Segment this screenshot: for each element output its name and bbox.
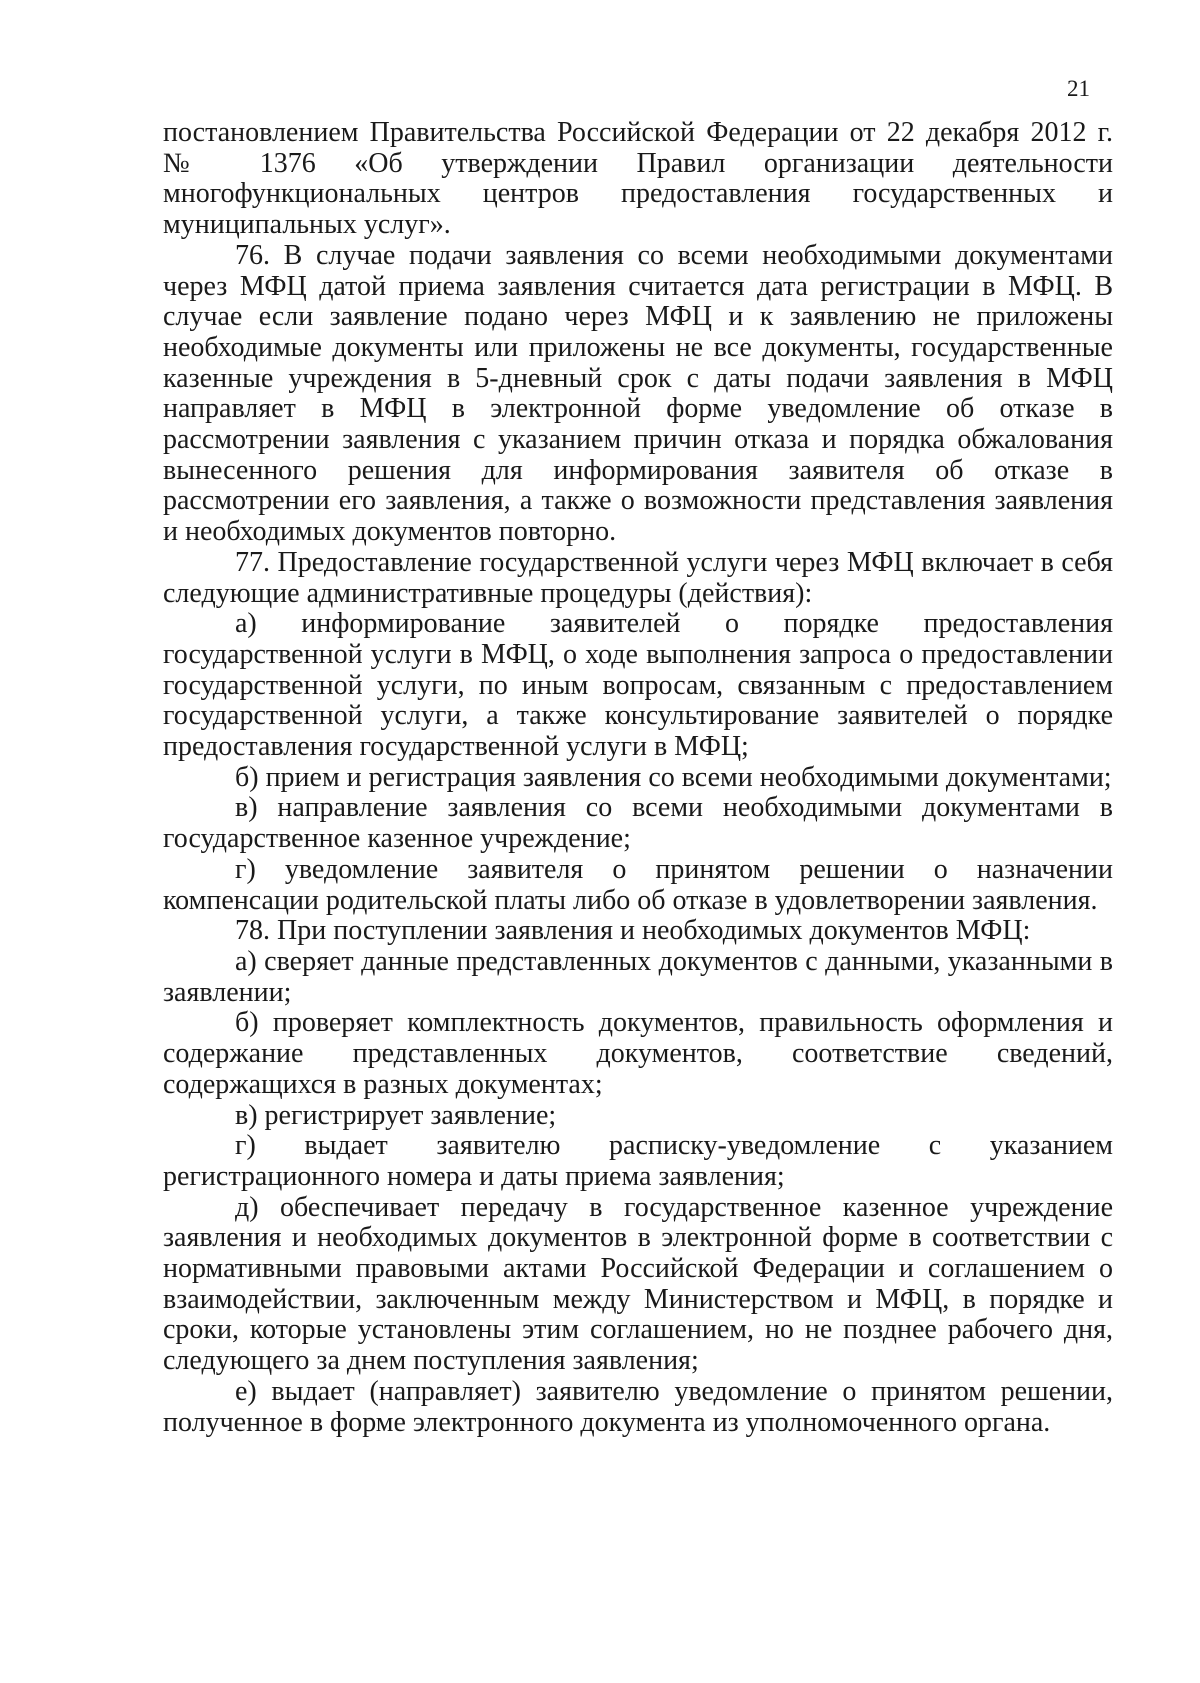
paragraph-77-item-b: б) прием и регистрация заявления со всеми необходимыми документами;: [235, 761, 1112, 793]
lead-line-4: муниципальных услуг».: [163, 209, 451, 241]
lead-line-3: многофункциональных центров предоставления государственных и: [163, 178, 1113, 210]
paragraph-77-item-a: а) информирование заявителей о порядке предоставления государственной услуги в МФЦ, о ходе выполнения запроса о предоставлении государственной услуги, по иным вопросам, связанным с предоставлением государственной услуги, а также консультирование заявителей о порядке предоставления государственной услуги в МФЦ;: [163, 608, 1113, 763]
paragraph-78-item-g: г) выдает заявителю расписку-уведомление с указанием регистрационного номера и даты приема заявления;: [163, 1130, 1113, 1192]
paragraph-77-item-v: в) направление заявления со всеми необходимыми документами в государственное казенное учреждение;: [163, 792, 1113, 855]
paragraph-78-item-d: д) обеспечивает передачу в государственное казенное учреждение заявления и необходимых документов в электронной форме в соответствии с нормативными правовыми актами Российской Федерации и соглашением о взаимодействии, заключенным между Министерством и МФЦ, в порядке и сроки, которые установлены этим соглашением, но не позднее рабочего дня, следующего за днем поступления заявления;: [163, 1191, 1113, 1377]
paragraph-78-intro: 78. При поступлении заявления и необходимых документов МФЦ:: [235, 915, 1031, 947]
paragraph-78-item-a: а) сверяет данные представленных документов с данными, указанными в заявлении;: [163, 945, 1113, 1008]
paragraph-76: 76. В случае подачи заявления со всеми необходимыми документами через МФЦ датой приема заявления считается дата регистрации в МФЦ. В случае если заявление подано через МФЦ и к заявлению не приложены необходимые документы или приложены не все документы, государственные казенные учреждения в 5-дневный срок с даты подачи заявления в МФЦ направляет в МФЦ в электронной форме уведомление об отказе в рассмотрении заявления с указанием причин отказа и порядка обжалования вынесенного решения для информирования заявителя об отказе в рассмотрении его заявления, а также о возможности представления заявления и необходимых документов повторно.: [163, 239, 1113, 548]
paragraph-77-intro: 77. Предоставление государственной услуги через МФЦ включает в себя следующие административные процедуры (действия):: [163, 546, 1113, 609]
paragraph-78-item-v: в) регистрирует заявление;: [235, 1099, 557, 1131]
page-number: 21: [1067, 76, 1090, 101]
lead-line-2: № 1376 «Об утверждении Правил организации деятельности: [163, 147, 1113, 179]
paragraph-78-item-e: е) выдает (направляет) заявителю уведомление о принятом решении, полученное в форме электронного документа из уполномоченного органа.: [163, 1375, 1113, 1438]
lead-line-1: постановлением Правительства Российской Федерации от 22 декабря 2012 г.: [163, 117, 1113, 148]
paragraph-78-item-b: б) проверяет комплектность документов, правильность оформления и содержание представленных документов, соответствие сведений, содержащихся в разных документах;: [163, 1007, 1113, 1100]
document-body: [163, 118, 1113, 1438]
paragraph-77-item-g: г) уведомление заявителя о принятом решении о назначении компенсации родительской платы либо об отказе в удовлетворении заявления.: [163, 853, 1113, 916]
